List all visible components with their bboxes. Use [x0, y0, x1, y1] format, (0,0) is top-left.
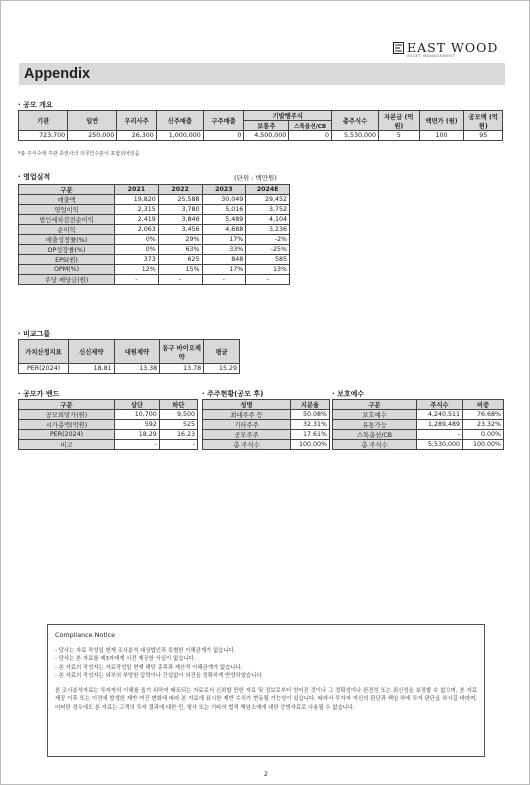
- cell: -: [115, 274, 159, 284]
- cell: 100: [419, 131, 464, 141]
- row-label: 최대주주 등: [203, 410, 291, 420]
- row-label: EPS(원): [19, 255, 115, 265]
- th-category: 구분: [19, 185, 115, 195]
- cell: 50.08%: [291, 410, 330, 420]
- cell: 625: [158, 255, 202, 265]
- row-label: 매출성장률(%): [19, 235, 115, 245]
- cell: 26,300: [117, 131, 157, 141]
- cell: 16.23: [159, 430, 197, 440]
- cell: -2%: [246, 235, 290, 245]
- th-2024e: 2024E: [246, 185, 290, 195]
- cell: 5,489: [202, 215, 246, 225]
- th-total-shares: 총주식수: [332, 111, 379, 131]
- compliance-item: - 당사는 본 자료를 제3자에게 사전 제공한 사실이 없습니다.: [55, 656, 196, 662]
- cell: 4,104: [246, 215, 290, 225]
- band-table: [18, 399, 198, 450]
- cell: 2,419: [115, 215, 159, 225]
- th-par-value: 액면가 (원): [419, 111, 464, 131]
- cell: 23.32%: [463, 420, 504, 430]
- compliance-item: - 당사는 자료 작성일 현재 조사분석 대상법인과 특별한 이해관계가 없습니다.: [55, 647, 236, 654]
- th-ratio: 비중: [463, 400, 504, 410]
- th-institution: 기관: [19, 111, 68, 131]
- cell: 9,500: [159, 410, 197, 420]
- cell: 5,530,000: [332, 131, 379, 141]
- th-shares: 주식수: [417, 400, 463, 410]
- th-offering-amount: 공모액 (억원): [464, 111, 503, 131]
- cell: 29,452: [246, 195, 290, 205]
- cell: 4,240,511: [417, 410, 463, 420]
- row-label: 공모희망가(원): [19, 410, 115, 420]
- row-label: PER(2024): [19, 364, 69, 374]
- logo-mark-icon: [393, 42, 404, 54]
- ipo-table: [18, 110, 503, 141]
- cell: 100.00%: [463, 440, 504, 450]
- row-label: PER(2024): [19, 430, 115, 440]
- cell: 30,049: [202, 195, 246, 205]
- th-holder-name: 성명: [203, 400, 291, 410]
- page-title: Appendix: [24, 66, 91, 82]
- logo-subtitle: ASSET MANAGEMENT: [407, 54, 456, 58]
- cell: 18.29: [115, 430, 160, 440]
- cell: 63%: [158, 245, 202, 255]
- row-label: OPM(%): [19, 265, 115, 275]
- cell: 33%: [202, 245, 246, 255]
- cell: -: [417, 430, 463, 440]
- row-label: 총 주식수: [333, 440, 417, 450]
- row-label: 시가총액(억원): [19, 420, 115, 430]
- th-category: 구분: [333, 400, 417, 410]
- th-new-shares: 신주매출: [156, 111, 203, 131]
- cell: 4,500,000: [244, 131, 289, 141]
- th-old-shares: 구주매출: [203, 111, 244, 131]
- eastwood-logo: [393, 41, 498, 59]
- th-lower: 하단: [159, 400, 197, 410]
- cell: 13.38: [114, 364, 160, 374]
- cell: 585: [246, 255, 290, 265]
- cell: 5: [379, 131, 420, 141]
- compliance-item: - 본 자료의 작성자는 외부의 부당한 압력이나 간섭없이 의견을 정확하게 반영하였습니다.: [55, 673, 264, 679]
- cell: 3,846: [158, 215, 202, 225]
- perf-section-title: · 영업실적: [18, 172, 50, 182]
- row-label: OP성장률(%): [19, 245, 115, 255]
- cell: 29%: [158, 235, 202, 245]
- th-capital: 자본금 (억원): [379, 111, 420, 131]
- cell: 5,530,000: [417, 440, 463, 450]
- cell: 1,000,000: [156, 131, 203, 141]
- cell: -25%: [246, 245, 290, 255]
- cell: -: [246, 274, 290, 284]
- row-label: 기타주주: [203, 420, 291, 430]
- ipo-section-title: · 공모 개요: [18, 100, 53, 110]
- cell: 0%: [115, 235, 159, 245]
- cell: 17.61%: [291, 430, 330, 440]
- row-label: 공모주주: [203, 430, 291, 440]
- cell: 3,456: [158, 225, 202, 235]
- row-label: 스톡옵션/CB: [333, 430, 417, 440]
- th-upper: 상단: [115, 400, 160, 410]
- th-2023: 2023: [202, 185, 246, 195]
- th-common: 보통주: [244, 121, 289, 131]
- th-peer-1: 신신제약: [69, 340, 115, 364]
- cell: -: [159, 439, 197, 449]
- cell: 3,752: [246, 205, 290, 215]
- th-peer-2: 대원제약: [114, 340, 160, 364]
- appendix-banner: [19, 63, 505, 85]
- logo-title: EAST WOOD: [407, 40, 499, 55]
- compliance-item: - 본 자료의 작성자는 자료작성일 현재 해당 종목과 재산적 이해관계가 없습니다.: [55, 664, 243, 671]
- cell: 15%: [158, 265, 202, 275]
- peer-table: [18, 339, 240, 374]
- row-label: 주당 배당금(원): [19, 274, 115, 284]
- th-average: 평균: [204, 340, 240, 364]
- cell: 2,063: [115, 225, 159, 235]
- perf-table: [18, 184, 290, 285]
- cell: 15.29: [204, 364, 240, 374]
- row-label: 보호예수: [333, 410, 417, 420]
- cell: 95: [464, 131, 503, 141]
- cell: 13%: [246, 265, 290, 275]
- cell: 18.81: [69, 364, 115, 374]
- cell: 19,820: [115, 195, 159, 205]
- cell: 13.78: [160, 364, 204, 374]
- row-label: 순이익: [19, 225, 115, 235]
- th-2021: 2021: [115, 185, 159, 195]
- th-2022: 2022: [158, 185, 202, 195]
- th-category: 구분: [19, 400, 115, 410]
- th-valuation-metric: 가치산정지표: [19, 340, 69, 364]
- compliance-title: Compliance Notice: [55, 631, 116, 639]
- cell: -: [202, 274, 246, 284]
- cell: 250,000: [68, 131, 117, 141]
- holders-table: [202, 399, 330, 450]
- cell: 17%: [202, 265, 246, 275]
- row-label: 비고: [19, 439, 115, 449]
- cell: -: [115, 439, 160, 449]
- cell: 0.00%: [463, 430, 504, 440]
- ipo-note: *총 주식수에 주관 증권사의 의무인수분이 포함되어있음: [18, 151, 140, 157]
- cell: 525: [159, 420, 197, 430]
- th-peer-3: 동구 바이오제약: [160, 340, 204, 364]
- cell: 4,688: [202, 225, 246, 235]
- cell: 1,289,489: [417, 420, 463, 430]
- cell: 3,780: [158, 205, 202, 215]
- th-issued-shares: 기발행주식: [244, 111, 332, 121]
- cell: 76.68%: [463, 410, 504, 420]
- perf-unit: (단위 : 백만원): [234, 174, 277, 182]
- cell: 12%: [115, 265, 159, 275]
- holders-section-title: · 주주현황(공모 후): [202, 389, 263, 399]
- row-label: 매출액: [19, 195, 115, 205]
- cell: 592: [115, 420, 160, 430]
- cell: -: [158, 274, 202, 284]
- compliance-disclaimer: 본 조사분석자료는 투자자의 이해를 돕기 위하여 배포되는 자료로서 신뢰할 만한 자료 및 정보로부터 얻어진 것이나 그 정확성이나 완전성 또는 최신성을 보장할 수 없으며, 본 자료 제공 이후 또는 이전에 발생한 제반 여건 변화에 따라 본 자료에 표시한 제반 수치가 변동될 가능성이 있습니다. 따라서 투자자 자신의 판단과 책임 하에 투자 판단을 하시길 바라며, 어떠한 경우에도 본 자료는 고객의 투자 결과에 대한 민, 형사 또는 기타의 법적 책임소재에 대한 증빙자료로 사용될 수 없습니다.: [55, 687, 477, 711]
- compliance-notice: [47, 624, 485, 757]
- row-label: 영업이익: [19, 205, 115, 215]
- lockup-table: [332, 399, 504, 450]
- cell: 100.00%: [291, 440, 330, 450]
- cell: 5,016: [202, 205, 246, 215]
- cell: 0%: [115, 245, 159, 255]
- cell: 0: [203, 131, 244, 141]
- th-general: 일반: [68, 111, 117, 131]
- cell: 10,700: [115, 410, 160, 420]
- cell: 3,236: [246, 225, 290, 235]
- page-number: 2: [263, 770, 269, 778]
- cell: 723,700: [19, 131, 68, 141]
- cell: 17%: [202, 235, 246, 245]
- th-esop: 우리사주: [117, 111, 157, 131]
- th-stake: 지분율: [291, 400, 330, 410]
- peer-section-title: · 비교그룹: [18, 329, 50, 339]
- cell: 32.31%: [291, 420, 330, 430]
- band-section-title: · 공모가 밴드: [18, 389, 59, 399]
- row-label: 법인세차감전순이익: [19, 215, 115, 225]
- cell: 2,315: [115, 205, 159, 215]
- th-stock-option: 스톡옵션/CB: [289, 121, 332, 131]
- cell: 373: [115, 255, 159, 265]
- cell: 0: [289, 131, 332, 141]
- row-label: 총 주식수: [203, 440, 291, 450]
- cell: 25,588: [158, 195, 202, 205]
- row-label: 유통가능: [333, 420, 417, 430]
- lockup-section-title: · 보호예수: [332, 389, 364, 399]
- cell: 848: [202, 255, 246, 265]
